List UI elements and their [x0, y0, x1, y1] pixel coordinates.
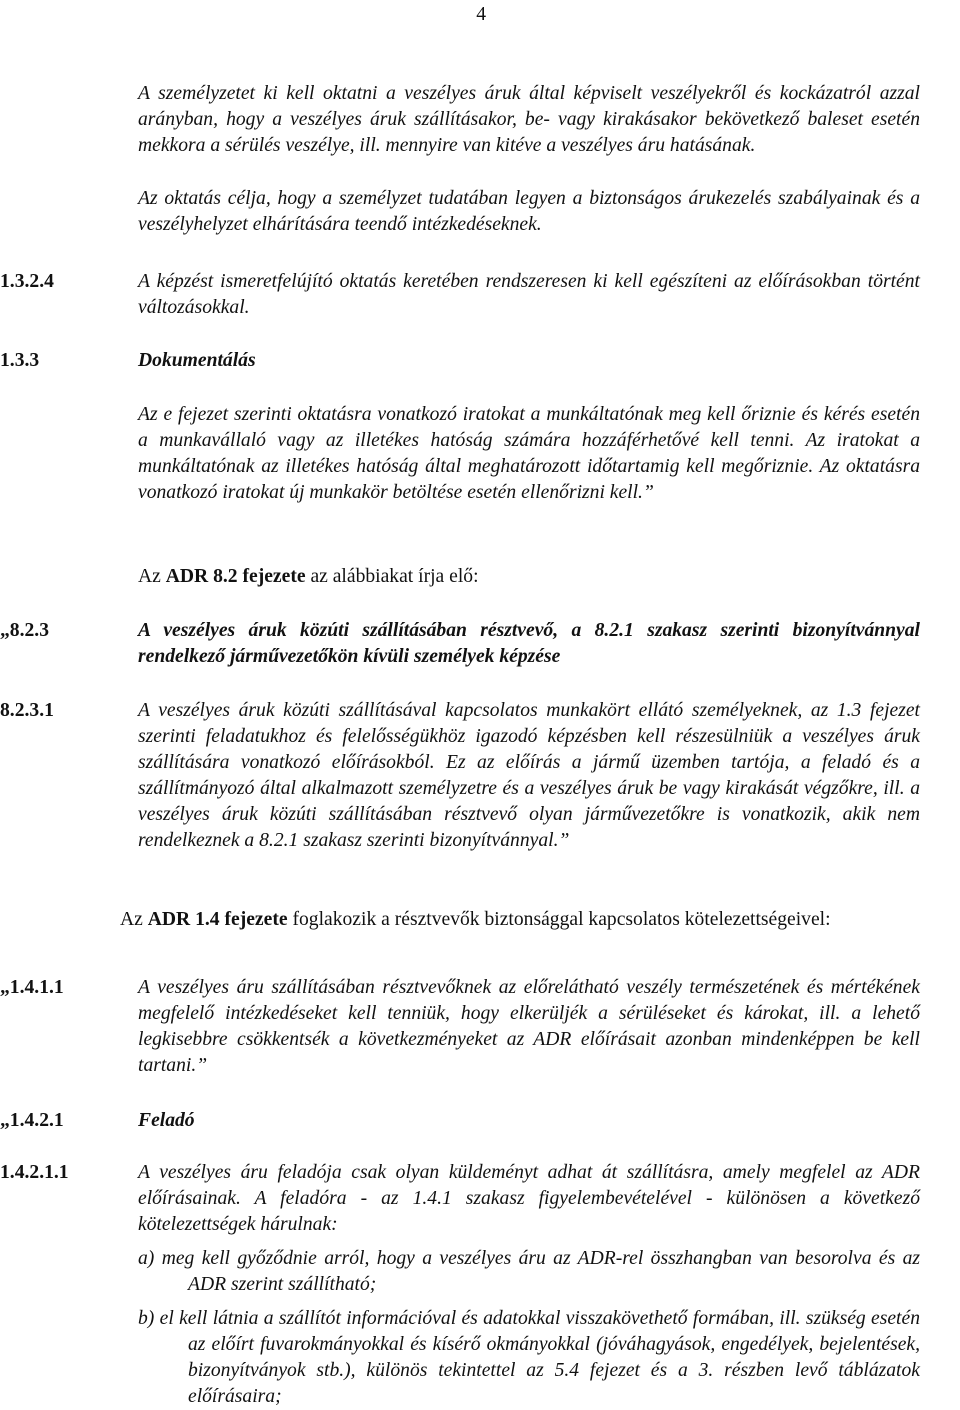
intro-paragraph-2 — [138, 186, 920, 238]
obligation-item-a — [138, 1246, 920, 1298]
section-8231-text: A veszélyes áruk közúti szállításával kapcsolatos munkakört ellátó személyeknek, az 1.3 fejezet szerinti feladatukhoz és felelősségükhöz igazodó képzésben kell részesülniük a veszélyes áruk szállítására vonatkozó előírásokból. Ez az előírás a jármű üzemben tartója, a feladó és a szállítmányozó által alkalmazott személyzetre és a veszélyes áruk be vagy kirakását végzőkre, ill. a veszélyes áruk közúti szállításában résztvevő olyan járművezetőkre is vonatkozik, akik nem rendelkeznek a 8.2.1 szakasz szerinti bizonyítvánnyal.” — [138, 700, 920, 851]
adr-14-intro — [120, 907, 920, 933]
section-1421-number: „1.4.2.1 — [0, 1110, 64, 1131]
section-823-number: „8.2.3 — [0, 620, 49, 641]
section-14211-text: A veszélyes áru feladója csak olyan küldeményt adhat át szállításra, amely megfelel az ADR előírásainak. A feladóra - az 1.4.1 szakasz figyelembevételével - különösen a következő kötelezettségek hárulnak: — [138, 1162, 920, 1235]
adr-82-intro-pre: Az — [138, 566, 166, 587]
section-133-text: Az e fejezet szerinti oktatásra vonatkozó iratokat a munkáltatónak meg kell őriznie és kérés esetén a munkavállaló vagy az illetékes hatóság számára hozzáférhetővé kell tenni. Az iratokat a munkáltatónak az illetékes hatóság által meghatározott időtartamig kell megőriznie. Az oktatásra vonatkozó iratokat új munkakör betöltése esetén ellenőrizni kell.” — [138, 404, 920, 503]
adr-14-intro-pre: Az — [120, 909, 148, 930]
adr-82-intro-post: az alábbiakat írja elő: — [305, 566, 479, 587]
section-14211-number: 1.4.2.1.1 — [0, 1162, 69, 1183]
section-1411-number: „1.4.1.1 — [0, 977, 64, 998]
section-1421-title: Feladó — [138, 1110, 195, 1131]
section-133-title: Dokumentálás — [138, 350, 256, 371]
section-1324-text: A képzést ismeretfelújító oktatás keretében rendszeresen ki kell egészíteni az előírásokban történt változásokkal. — [138, 271, 920, 318]
section-133-number: 1.3.3 — [0, 350, 40, 371]
intro-paragraph-2-text: Az oktatás célja, hogy a személyzet tudatában legyen a biztonságos árukezelés szabályainak és a veszélyhelyzet elhárítására teendő intézkedéseknek. — [138, 188, 920, 235]
section-1411-text: A veszélyes áru szállításában résztvevőknek az előrelátható veszély természetének és mértékének megfelelő intézkedéseket kell tenniük, hogy elkerüljék a sérüléseket és károkat, ill. a lehető legkisebbre csökkentsék a következményeket az ADR előírásait azonban mindenképpen be kell tartani.” — [138, 977, 920, 1076]
adr-14-intro-post: foglakozik a résztvevők biztonsággal kapcsolatos kötelezettségeivel: — [287, 909, 831, 930]
obligation-item-b-text: b) el kell látnia a szállítót információval és adatokkal visszakövethető formában, ill. szükség esetén az előírt fuvarokmányokkal és kísérő okmányokkal (jóváhagyások, engedélyek, bejelentések, bizonyítványok stb.), különös tekintettel az 5.4 fejezet és a 3. részben levő táblázatok előírásaira; — [138, 1308, 920, 1407]
intro-paragraph-1-text: A személyzetet ki kell oktatni a veszélyes áruk által képviselt veszélyekről és kockázatról azzal arányban, hogy a veszélyes áruk szállításakor, be- vagy kirakásakor bekövetkező baleset esetén mekkora a sérülés veszélye, ill. mennyire van kitéve a veszélyes áru hatásának. — [138, 83, 920, 156]
adr-14-intro-bold: ADR 1.4 fejezete — [147, 909, 288, 930]
adr-82-intro-bold: ADR 8.2 fejezete — [165, 566, 306, 587]
intro-paragraph-1 — [138, 81, 920, 159]
adr-82-intro — [138, 564, 920, 590]
section-8231-number: 8.2.3.1 — [0, 700, 54, 721]
obligation-item-b — [138, 1306, 920, 1410]
section-1324-number: 1.3.2.4 — [0, 271, 54, 292]
obligation-item-a-text: a) meg kell győződnie arról, hogy a veszélyes áru az ADR-rel összhangban van besorolva és az ADR szerint szállítható; — [138, 1248, 920, 1295]
section-823-title: A veszélyes áruk közúti szállításában résztvevő, a 8.2.1 szakasz szerinti bizonyítvánnyal rendelkező járművezetőkön kívüli személyek képzése — [138, 620, 920, 667]
page-number: 4 — [476, 4, 486, 25]
